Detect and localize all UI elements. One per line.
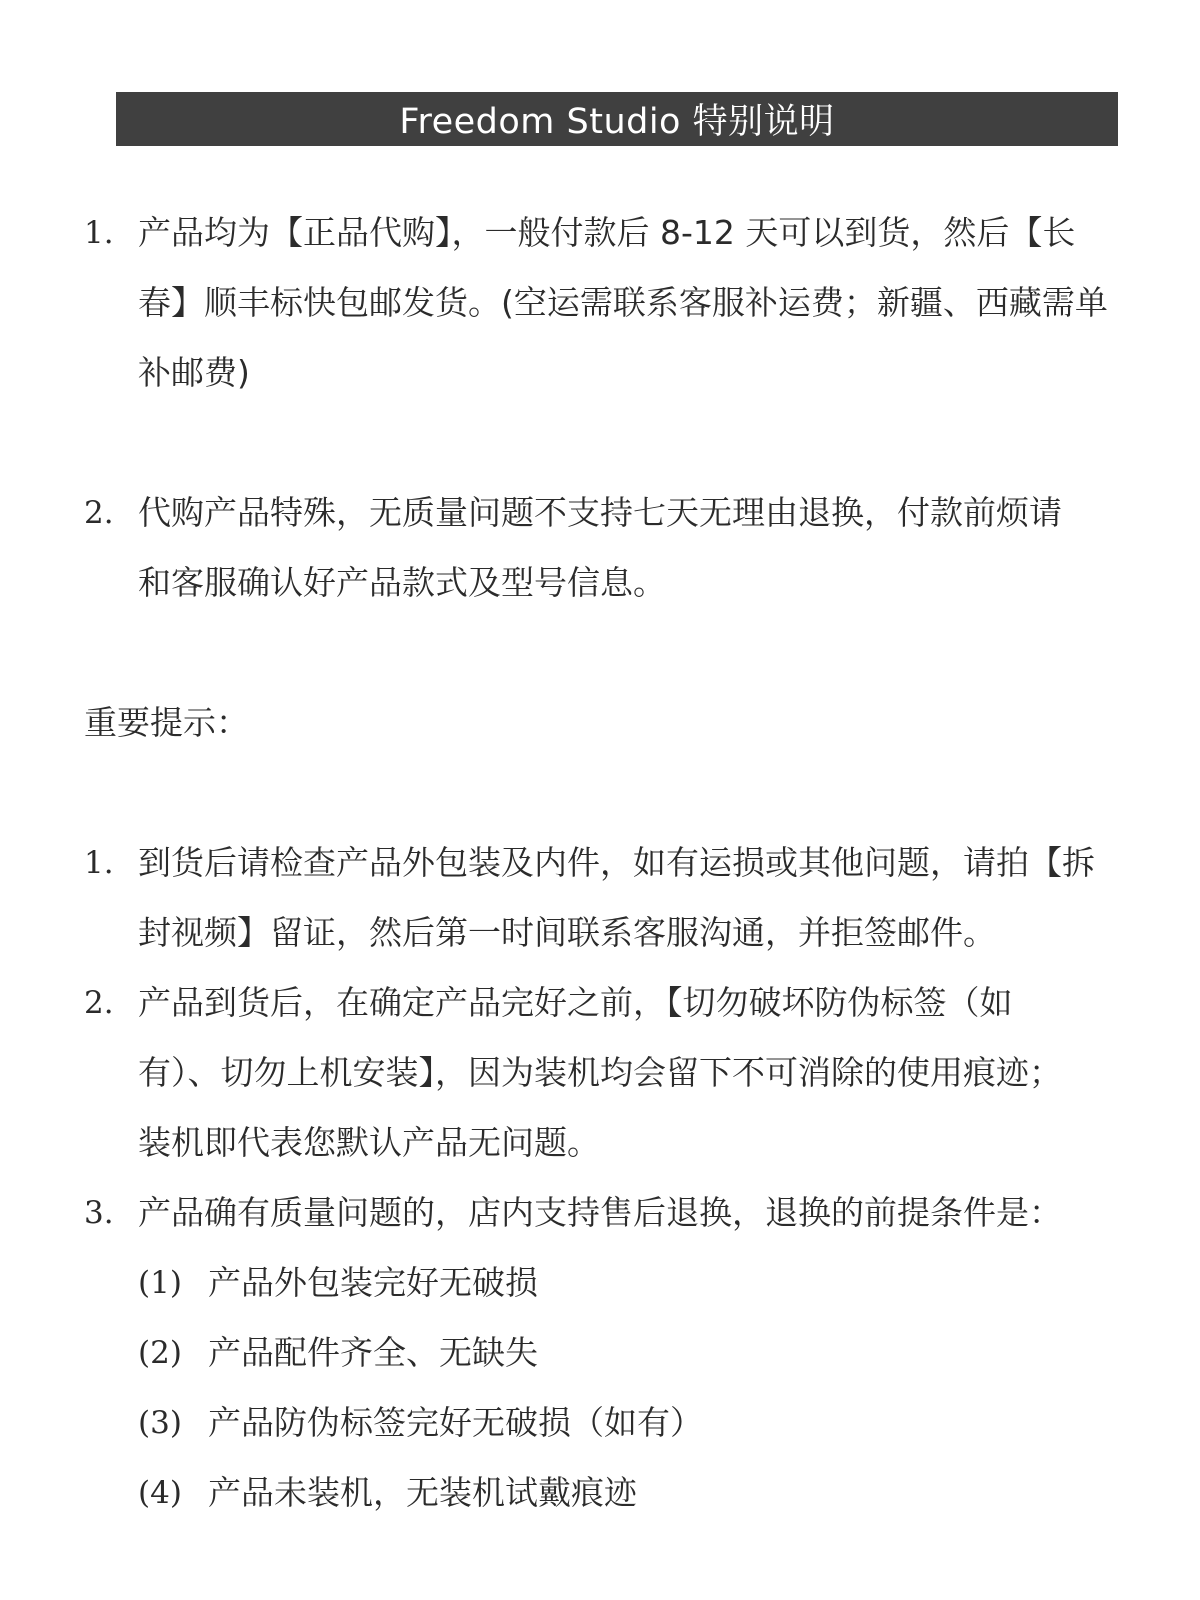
item-number: 2.	[84, 495, 114, 531]
important-heading: 重要提示：	[84, 703, 249, 742]
item-text: 产品均为【正品代购】，一般付款后 8-12 天可以到货，然后【长春】顺丰标快包邮发货。(空运需联系客服补运费；新疆、西藏需单补邮费)	[138, 213, 1108, 392]
condition-number: (1)	[138, 1265, 182, 1301]
item-text: 到货后请检查产品外包装及内件，如有运损或其他问题，请拍【拆封视频】留证，然后第一时间联系客服沟通，并拒签邮件。	[138, 843, 1095, 952]
condition-number: (4)	[138, 1475, 182, 1511]
list-item	[84, 478, 1164, 618]
item-text: 产品到货后，在确定产品完好之前，【切勿破坏防伪标签（如有）、切勿上机安装】，因为装机均会留下不可消除的使用痕迹；装机即代表您默认产品无问题。	[138, 983, 1062, 1162]
list-item	[84, 1178, 1164, 1248]
list-item	[84, 968, 1164, 1178]
condition-text: 产品防伪标签完好无破损（如有）	[208, 1403, 703, 1442]
spacer	[84, 408, 1164, 478]
condition-item	[84, 1388, 1164, 1458]
condition-item	[84, 1318, 1164, 1388]
item-number: 2.	[84, 985, 114, 1021]
item-number: 1.	[84, 845, 114, 881]
condition-text: 产品未装机，无装机试戴痕迹	[208, 1473, 637, 1512]
spacer	[84, 618, 1164, 688]
list-item	[84, 198, 1164, 408]
condition-item	[84, 1248, 1164, 1318]
condition-text: 产品外包装完好无破损	[208, 1263, 538, 1302]
item-number: 1.	[84, 215, 114, 251]
condition-number: (2)	[138, 1335, 182, 1371]
list-item	[84, 828, 1164, 968]
condition-text: 产品配件齐全、无缺失	[208, 1333, 538, 1372]
notice-content	[84, 198, 1164, 1528]
condition-item	[84, 1458, 1164, 1528]
page-title: Freedom Studio 特别说明	[116, 92, 1118, 146]
item-text: 代购产品特殊，无质量问题不支持七天无理由退换，付款前烦请和客服确认好产品款式及型号信息。	[138, 493, 1062, 602]
condition-number: (3)	[138, 1405, 182, 1441]
item-text: 产品确有质量问题的，店内支持售后退换，退换的前提条件是：	[138, 1193, 1062, 1232]
item-number: 3.	[84, 1195, 114, 1231]
spacer	[84, 758, 1164, 828]
